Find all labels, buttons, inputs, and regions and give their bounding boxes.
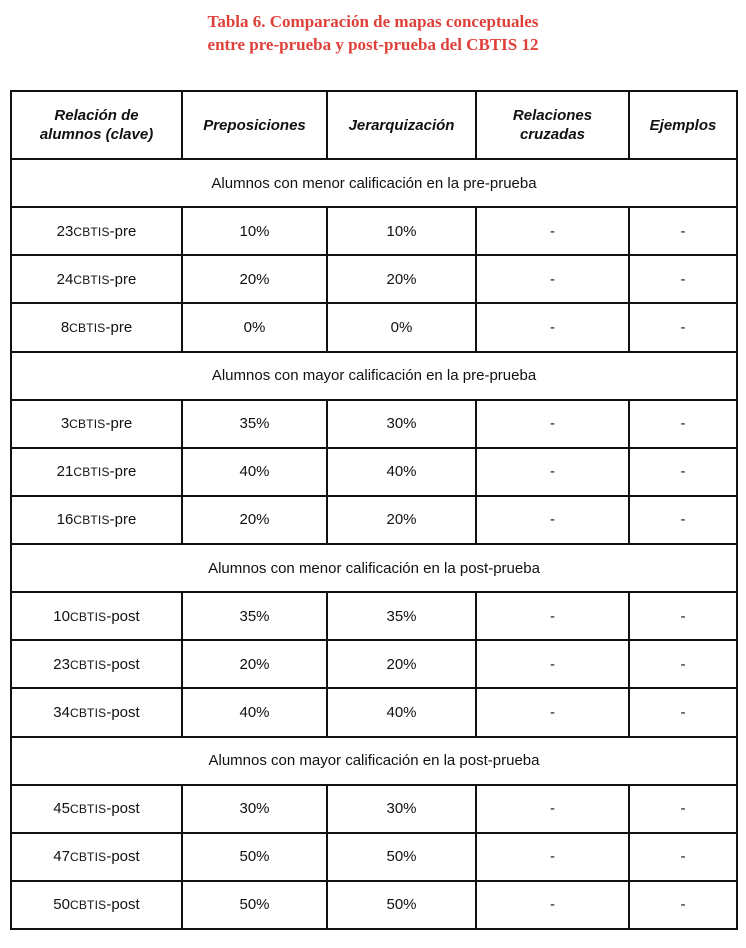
relaciones-cruzadas-cell: - [476,881,629,929]
school-code: CBTIS [69,320,106,335]
ejemplos-cell: - [629,448,737,496]
group-row [11,737,737,785]
test-suffix: -post [106,703,140,721]
ejemplos-cell: - [629,881,737,929]
ejemplos-cell: - [629,255,737,303]
test-suffix: -pre [109,463,137,481]
relaciones-cruzadas-cell: - [476,688,629,736]
jerarquizacion-cell: 20% [327,496,476,544]
relaciones-cruzadas-cell: - [476,448,629,496]
table-row [11,881,737,929]
school-code: CBTIS [69,802,107,817]
group-label: Alumnos con menor calificación en la post-prueba [11,544,737,592]
table-row [11,833,737,881]
jerarquizacion-cell: 0% [327,303,476,351]
header-relaciones-line-1: Relaciones [512,107,593,124]
relaciones-cruzadas-cell: - [476,640,629,688]
header-relacion-alumnos [11,91,182,159]
comparison-table [10,90,738,930]
test-suffix: -post [106,800,140,818]
table-row [11,400,737,448]
header-relacion-line-1: Relación de [54,107,139,124]
test-suffix: -post [106,655,140,673]
student-key-cell [11,785,182,833]
student-number: 23 [56,222,74,240]
table-row [11,496,737,544]
student-key-cell [11,688,182,736]
header-row [11,91,737,159]
jerarquizacion-cell: 20% [327,255,476,303]
group-row [11,352,737,400]
table-row [11,688,737,736]
ejemplos-cell: - [629,592,737,640]
test-suffix: -post [106,848,140,866]
student-number: 45 [53,800,70,818]
ejemplos-cell: - [629,400,737,448]
student-number: 50 [53,896,70,914]
relaciones-cruzadas-cell: - [476,833,629,881]
ejemplos-cell: - [629,785,737,833]
preposiciones-cell: 35% [182,400,327,448]
table-row [11,785,737,833]
student-key-cell [11,833,182,881]
header-relacion-line-2: alumnos (clave) [39,126,154,143]
school-code: CBTIS [73,513,110,528]
preposiciones-cell: 50% [182,881,327,929]
student-number: 34 [53,703,70,721]
student-number: 24 [56,270,74,288]
student-key-cell [11,592,182,640]
jerarquizacion-cell: 35% [327,592,476,640]
preposiciones-cell: 20% [182,640,327,688]
jerarquizacion-cell: 20% [327,640,476,688]
student-number: 47 [53,848,70,866]
group-row [11,159,737,207]
table-row [11,207,737,255]
preposiciones-cell: 20% [182,496,327,544]
student-key-cell [11,640,182,688]
relaciones-cruzadas-cell: - [476,303,629,351]
relaciones-cruzadas-cell: - [476,207,629,255]
jerarquizacion-cell: 50% [327,833,476,881]
header-relaciones-cruzadas [476,91,629,159]
test-suffix: -pre [109,511,137,529]
school-code: CBTIS [73,224,110,239]
student-key-cell [11,400,182,448]
table-caption-line-1: Tabla 6. Comparación de mapas conceptuales [207,12,539,31]
school-code: CBTIS [69,609,107,624]
test-suffix: -post [106,896,140,914]
preposiciones-cell: 10% [182,207,327,255]
group-label: Alumnos con mayor calificación en la pre-prueba [11,352,737,400]
student-number: 8 [60,318,70,336]
group-label: Alumnos con menor calificación en la pre-prueba [11,159,737,207]
preposiciones-cell: 40% [182,688,327,736]
preposiciones-cell: 20% [182,255,327,303]
test-suffix: -pre [109,270,137,288]
ejemplos-cell: - [629,688,737,736]
header-relaciones-line-2: cruzadas [519,126,586,143]
relaciones-cruzadas-cell: - [476,592,629,640]
test-suffix: -pre [105,318,133,336]
preposiciones-cell: 50% [182,833,327,881]
header-jerarquizacion: Jerarquización [327,91,476,159]
ejemplos-cell: - [629,640,737,688]
student-key-cell [11,881,182,929]
student-number: 23 [53,655,70,673]
school-code: CBTIS [69,705,107,720]
table-header [11,91,737,159]
table-row [11,255,737,303]
student-number: 3 [60,415,70,433]
student-key-cell [11,303,182,351]
table-row [11,448,737,496]
student-number: 21 [56,463,74,481]
relaciones-cruzadas-cell: - [476,400,629,448]
preposiciones-cell: 30% [182,785,327,833]
preposiciones-cell: 40% [182,448,327,496]
jerarquizacion-cell: 10% [327,207,476,255]
student-key-cell [11,207,182,255]
school-code: CBTIS [69,417,106,432]
ejemplos-cell: - [629,303,737,351]
school-code: CBTIS [69,898,107,913]
school-code: CBTIS [73,272,110,287]
test-suffix: -post [106,607,140,625]
group-label: Alumnos con mayor calificación en la post-prueba [11,737,737,785]
test-suffix: -pre [109,222,137,240]
table-caption-line-2: entre pre-prueba y post-prueba del CBTIS 12 [207,35,539,54]
student-number: 16 [56,511,74,529]
relaciones-cruzadas-cell: - [476,255,629,303]
ejemplos-cell: - [629,207,737,255]
relaciones-cruzadas-cell: - [476,785,629,833]
group-row [11,544,737,592]
jerarquizacion-cell: 40% [327,448,476,496]
table-caption [0,10,746,56]
table-body [11,159,737,929]
test-suffix: -pre [105,415,133,433]
preposiciones-cell: 0% [182,303,327,351]
jerarquizacion-cell: 40% [327,688,476,736]
header-ejemplos: Ejemplos [629,91,737,159]
ejemplos-cell: - [629,833,737,881]
student-key-cell [11,496,182,544]
student-number: 10 [53,607,70,625]
jerarquizacion-cell: 30% [327,400,476,448]
table-row [11,592,737,640]
student-key-cell [11,448,182,496]
school-code: CBTIS [69,850,107,865]
ejemplos-cell: - [629,496,737,544]
jerarquizacion-cell: 30% [327,785,476,833]
header-preposiciones: Preposiciones [182,91,327,159]
table-row [11,303,737,351]
table-row [11,640,737,688]
student-key-cell [11,255,182,303]
jerarquizacion-cell: 50% [327,881,476,929]
preposiciones-cell: 35% [182,592,327,640]
relaciones-cruzadas-cell: - [476,496,629,544]
school-code: CBTIS [69,657,107,672]
school-code: CBTIS [73,465,110,480]
